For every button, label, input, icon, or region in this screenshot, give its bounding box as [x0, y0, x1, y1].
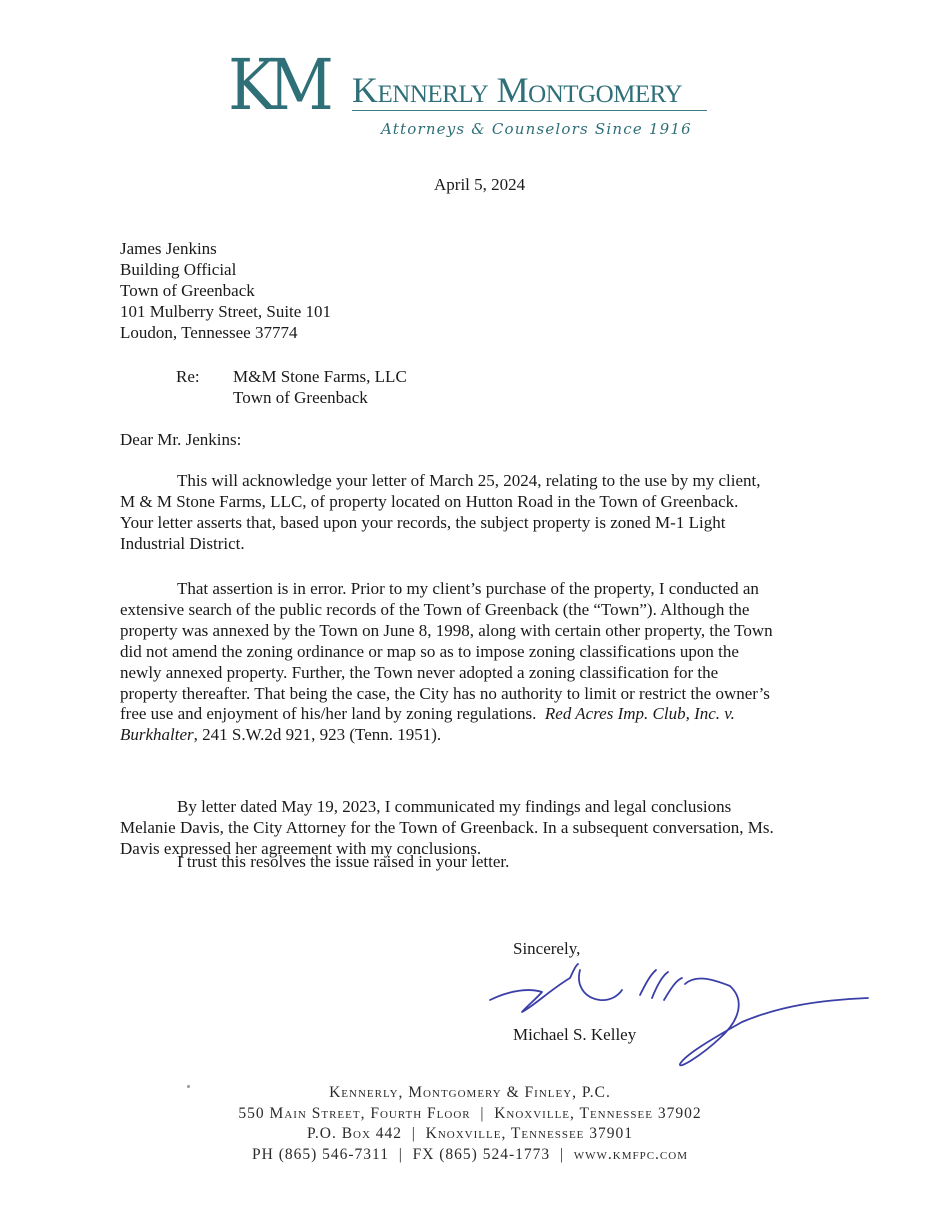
- paragraph-line: did not amend the zoning ordinance or map so as to impose zoning classifications upon the: [120, 641, 739, 661]
- re-label: Re:: [176, 367, 200, 386]
- footer-street-address: 550 Main Street, Fourth Floor | Knoxville, Tennessee 37902: [238, 1104, 702, 1122]
- paragraph-line: Your letter asserts that, based upon your records, the subject property is zoned M-1 Light: [120, 512, 726, 532]
- paragraph-line: property was annexed by the Town on June 8, 1998, along with certain other property, the Town: [120, 620, 773, 640]
- footer-firm-name: Kennerly, Montgomery & Finley, P.C.: [329, 1084, 611, 1101]
- firm-name: Kennerly Montgomery: [352, 70, 682, 110]
- handwritten-signature: [480, 960, 880, 1080]
- recipient-title: Building Official: [120, 260, 237, 279]
- closing: Sincerely,: [513, 939, 581, 958]
- letterhead-divider: [352, 110, 707, 111]
- recipient-city: Loudon, Tennessee 37774: [120, 323, 298, 342]
- re-line-2: Town of Greenback: [233, 388, 368, 407]
- paragraph-4: [120, 852, 835, 873]
- paragraph-line: [120, 704, 835, 725]
- paragraph-line: Industrial District.: [120, 533, 245, 553]
- case-citation-reporter: , 241 S.W.2d 921, 923 (Tenn. 1951).: [193, 725, 442, 745]
- letter-date: April 5, 2024: [434, 175, 526, 194]
- firm-logo-mark: KM: [228, 44, 326, 126]
- paragraph-line: newly annexed property. Further, the Town never adopted a zoning classification for the: [120, 662, 719, 682]
- paragraph-line: Melanie Davis, the City Attorney for the Town of Greenback. In a subsequent conversation, Ms.: [120, 817, 774, 837]
- case-citation-name: Burkhalter: [120, 725, 194, 745]
- paragraph-line: M & M Stone Farms, LLC, of property located on Hutton Road in the Town of Greenback.: [120, 491, 739, 511]
- re-line-1: M&M Stone Farms, LLC: [233, 367, 407, 386]
- letterhead-footer: [150, 1083, 790, 1165]
- case-citation-name: Red Acres Imp. Club, Inc. v.: [544, 704, 735, 724]
- paragraph-line: Davis expressed her agreement with my conclusions.: [120, 838, 482, 858]
- paragraph-line: I trust this resolves the issue raised in your letter.: [177, 852, 510, 871]
- signer-name: Michael S. Kelley: [513, 1025, 637, 1044]
- salutation: Dear Mr. Jenkins:: [120, 430, 242, 449]
- paragraph-text: free use and enjoyment of his/her land by zoning regulations.: [120, 704, 545, 724]
- firm-tagline: Attorneys & Counselors Since 1916: [381, 120, 692, 138]
- paragraph-line: That assertion is in error. Prior to my client’s purchase of the property, I conducted an: [177, 579, 759, 598]
- footer-contact: PH (865) 546-7311 | FX (865) 524-1773 | www.kmfpc.com: [252, 1145, 688, 1163]
- paragraph-line: [120, 725, 835, 746]
- paragraph-line: property thereafter. That being the case, the City has no authority to limit or restrict the owner’s: [120, 683, 770, 703]
- recipient-street: 101 Mulberry Street, Suite 101: [120, 302, 332, 321]
- paragraph-2: [120, 579, 835, 746]
- paragraph-line: By letter dated May 19, 2023, I communicated my findings and legal conclusions: [177, 797, 732, 816]
- paragraph-line: extensive search of the public records of the Town of Greenback (the “Town”). Although the: [120, 599, 750, 619]
- paragraph-1: [120, 471, 835, 555]
- paragraph-3: [120, 797, 835, 860]
- paragraph-line: This will acknowledge your letter of March 25, 2024, relating to the use by my client,: [177, 471, 761, 490]
- recipient-name: James Jenkins: [120, 239, 217, 258]
- recipient-org: Town of Greenback: [120, 281, 255, 300]
- footer-po-box: P.O. Box 442 | Knoxville, Tennessee 37901: [306, 1125, 634, 1142]
